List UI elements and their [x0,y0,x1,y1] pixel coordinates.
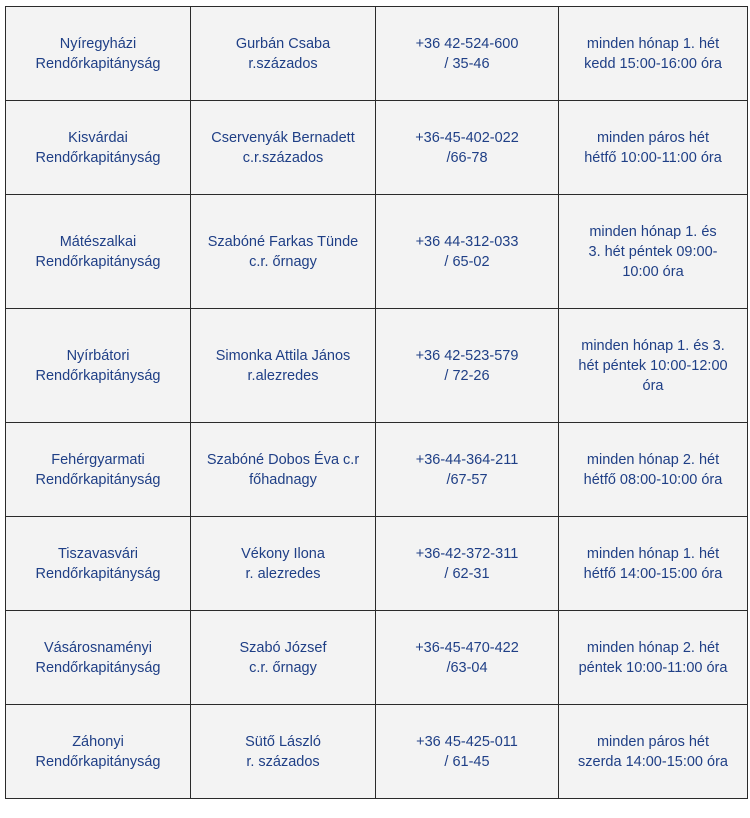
station-name: Kisvárdai [68,129,128,146]
person-name: Vékony Ilona [241,545,325,562]
phone-number: +36 42-523-579 [415,347,519,364]
schedule-line: kedd 15:00-16:00 óra [584,55,722,72]
contact-table-wrapper [5,6,747,799]
person-name: Szabóné Dobos Éva c.r [206,451,360,468]
schedule-cell [559,101,748,195]
schedule-line: hétfő 14:00-15:00 óra [583,565,723,582]
schedule-line: óra [642,377,664,394]
station-type: Rendőrkapitányság [35,55,161,72]
station-type: Rendőrkapitányság [35,471,161,488]
person-cell [191,705,376,799]
person-name: Szabóné Farkas Tünde [207,233,359,250]
phone-number: +36-44-364-211 [415,451,519,468]
schedule-cell [559,517,748,611]
schedule-line: minden páros hét [596,129,710,146]
schedule-line: minden páros hét [596,733,710,750]
person-rank: r. százados [246,753,320,770]
phone-number: +36 42-524-600 [415,35,519,52]
phone-cell [376,611,559,705]
phone-cell [376,195,559,309]
phone-number: +36-45-470-422 [415,639,519,656]
station-type: Rendőrkapitányság [35,253,161,270]
station-type: Rendőrkapitányság [35,149,161,166]
person-cell [191,611,376,705]
phone-extension: / 72-26 [444,367,490,384]
station-cell [6,611,191,705]
schedule-line: péntek 10:00-11:00 óra [578,659,728,676]
schedule-cell [559,611,748,705]
schedule-cell [559,423,748,517]
station-type: Rendőrkapitányság [35,659,161,676]
person-cell [191,517,376,611]
schedule-cell [559,195,748,309]
station-cell [6,309,191,423]
station-name: Mátészalkai [59,233,137,250]
station-cell [6,195,191,309]
table-row [6,611,748,705]
phone-cell [376,705,559,799]
station-cell [6,101,191,195]
station-cell [6,423,191,517]
phone-cell [376,423,559,517]
person-cell [191,309,376,423]
station-name: Vásárosnaményi [44,639,152,656]
schedule-line: 10:00 óra [622,263,684,280]
schedule-line: hétfő 10:00-11:00 óra [584,149,722,166]
phone-cell [376,7,559,101]
person-rank: r.százados [248,55,318,72]
station-name: Fehérgyarmati [51,451,145,468]
person-rank: r.alezredes [247,367,319,384]
schedule-cell [559,309,748,423]
phone-extension: / 35-46 [444,55,490,72]
police-contact-table [5,6,748,799]
schedule-line: hétfő 08:00-10:00 óra [583,471,723,488]
table-row [6,7,748,101]
person-rank: c.r.százados [242,149,324,166]
person-name: Simonka Attila János [215,347,351,364]
person-cell [191,423,376,517]
station-name: Nyíregyházi [59,35,137,52]
person-name: Gurbán Csaba [235,35,331,52]
schedule-line: minden hónap 2. hét [586,451,720,468]
schedule-cell [559,7,748,101]
phone-extension: /66-78 [446,149,488,166]
person-name: Cservenyák Bernadett [211,129,355,146]
station-type: Rendőrkapitányság [35,753,161,770]
table-row [6,101,748,195]
schedule-line: minden hónap 2. hét [586,639,720,656]
phone-extension: /63-04 [446,659,488,676]
phone-extension: / 62-31 [444,565,490,582]
schedule-line: 3. hét péntek 09:00- [588,243,718,260]
table-row [6,705,748,799]
person-rank: c.r. őrnagy [249,659,317,676]
phone-extension: / 61-45 [444,753,490,770]
station-cell [6,7,191,101]
person-rank: főhadnagy [249,471,317,488]
phone-number: +36-42-372-311 [415,545,519,562]
schedule-cell [559,705,748,799]
table-row [6,309,748,423]
schedule-line: minden hónap 1. és 3. [581,337,725,354]
table-row [6,423,748,517]
person-cell [191,101,376,195]
station-name: Nyírbátori [66,347,130,364]
schedule-line: minden hónap 1. és [589,223,717,240]
table-row [6,517,748,611]
station-cell [6,517,191,611]
phone-number: +36-45-402-022 [415,129,519,146]
station-name: Záhonyi [72,733,124,750]
phone-number: +36 44-312-033 [415,233,519,250]
phone-number: +36 45-425-011 [416,733,518,750]
table-row [6,195,748,309]
schedule-line: szerda 14:00-15:00 óra [578,753,728,770]
phone-extension: / 65-02 [444,253,490,270]
station-type: Rendőrkapitányság [35,565,161,582]
person-cell [191,195,376,309]
schedule-line: hét péntek 10:00-12:00 [578,357,728,374]
person-rank: r. alezredes [245,565,321,582]
phone-cell [376,517,559,611]
phone-cell [376,101,559,195]
station-type: Rendőrkapitányság [35,367,161,384]
person-cell [191,7,376,101]
person-rank: c.r. őrnagy [249,253,317,270]
schedule-line: minden hónap 1. hét [586,35,720,52]
person-name: Szabó József [239,639,327,656]
phone-extension: /67-57 [446,471,488,488]
person-name: Sütő László [245,733,321,750]
station-name: Tiszavasvári [57,545,139,562]
station-cell [6,705,191,799]
schedule-line: minden hónap 1. hét [586,545,720,562]
phone-cell [376,309,559,423]
